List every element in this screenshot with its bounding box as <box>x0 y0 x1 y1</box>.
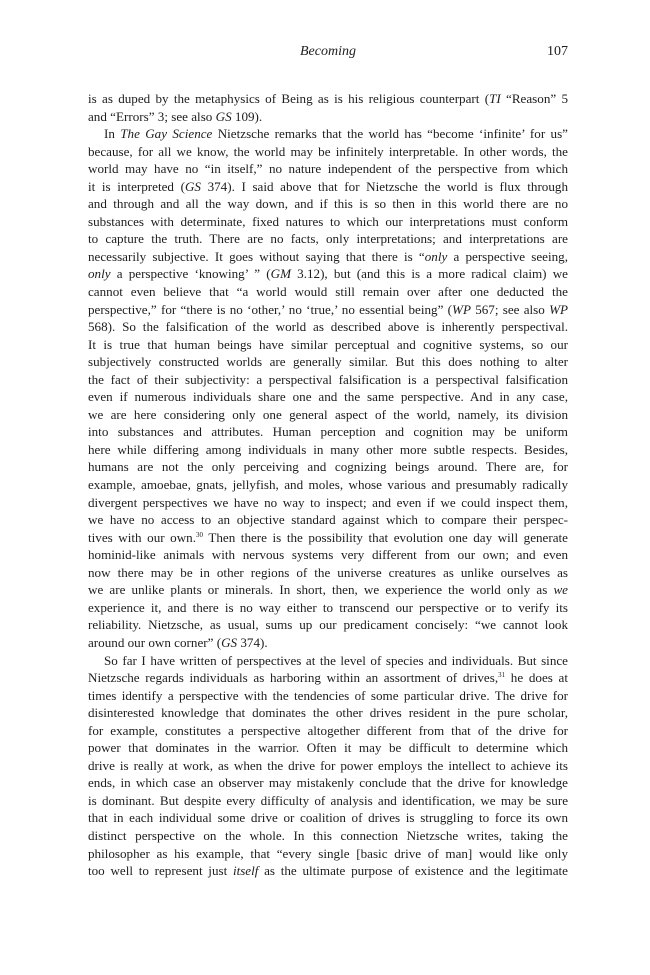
text-line: and “Errors” 3; see also GS 109). <box>88 108 263 124</box>
text-line: that in each individual some drive or coalition of drives is struggling to force its own <box>88 810 568 826</box>
text-line: here while differing among individuals in many other more subtle respects. Besides, <box>88 441 568 457</box>
body-text <box>88 90 568 880</box>
text-line: to capture the truth. There are no facts, only interpretations; and interpretations are <box>88 231 568 247</box>
text-line: it is interpreted (GS 374). I said above that for Nietzsche the world is flux through <box>88 178 568 194</box>
text-line: reliability. Nietzsche, as usual, sums up our predicament concisely: “we cannot look <box>88 617 568 633</box>
text-line: times identify a perspective with the tendencies of some particular drive. The drive for <box>88 687 568 703</box>
text-line: disinterested knowledge that dominates the other drives resident in the pure scholar, <box>88 705 568 721</box>
text-line: humans are not the only perceiving and cognizing beings around. There are, for <box>88 459 568 475</box>
text-line: we have no access to an objective standard against which to compare their perspec- <box>88 512 568 528</box>
page-number: 107 <box>547 44 568 59</box>
text-line: experience it, and there is no way either to transcend our perspective or to verify its <box>88 599 568 615</box>
running-head: Becoming <box>300 44 356 59</box>
text-line: cannot even believe that “a world would still remain over after one deducted the <box>88 284 568 300</box>
text-line: hominid-like animals with nervous systems very different from our own; and even <box>88 547 568 563</box>
text-line: divergent perspectives we have no way to inspect; and even if we could inspect them, <box>88 494 568 510</box>
text-line: drive is really at work, as when the drive for power employs the intellect to achieve its <box>88 757 568 773</box>
text-line: too well to represent just itself as the ultimate purpose of existence and the legitimate <box>88 863 568 879</box>
text-line: because, for all we know, the world may be infinitely interpretable. In other words, the <box>88 143 568 159</box>
paragraph <box>88 125 568 651</box>
text-line: ends, in which case an observer may mistakenly conclude that the drive for knowledge <box>88 775 568 791</box>
text-line: philosopher as his example, that “every single [basic drive of man] would like only <box>88 845 568 861</box>
text-line: and through and all the way down, and if this is so then in this world there are no <box>88 196 568 212</box>
text-line: subjectively constructed worlds are generally similar. But this does nothing to alter <box>88 354 568 370</box>
text-line: is as duped by the metaphysics of Being as is his religious counterpart (TI “Reason” 5 <box>88 91 569 106</box>
text-line: for example, constitutes a perspective altogether different from that of the drive for <box>88 722 568 738</box>
paragraph <box>88 90 568 125</box>
text-line: around our own corner” (GS 374). <box>88 634 268 650</box>
text-line: we are unlike plants or minerals. In short, then, we experience the world only as we <box>88 582 568 598</box>
text-line: necessarily subjective. It goes without saying that there is “only a perspective seeing, <box>88 248 568 264</box>
text-line: we are here considering only one general aspect of the world, namely, its division <box>88 406 568 422</box>
text-line: example, amoebae, gnats, jellyfish, and moles, whose various and presumably radically <box>88 477 568 493</box>
page-header <box>88 44 568 64</box>
text-line: distinct perspective on the whole. In this connection Nietzsche writes, taking the <box>88 827 568 843</box>
text-line: only a perspective ‘knowing’ ” (GM 3.12), but (and this is a more radical claim) we <box>88 266 568 282</box>
text-line: the fact of their subjectivity: a perspectival falsification is a perspectival falsification <box>88 371 568 387</box>
text-line: even if numerous individuals share one and the same perspective. And in any case, <box>88 389 568 405</box>
text-line: is dominant. But despite every difficulty of analysis and identification, we may be sure <box>88 792 568 808</box>
text-line: 568). So the falsification of the world as described above is inherently perspectival. <box>88 319 568 335</box>
text-line: into substances and attributes. Human perception and cognition may be uniform <box>88 424 568 440</box>
text-line: now there may be in other regions of the universe creatures as unlike ourselves as <box>88 564 568 580</box>
text-line: power that dominates in the warrior. Often it may be difficult to determine which <box>88 740 568 756</box>
text-line: tives with our own.$^{30}$ Then there is the possibility that evolution one day will generate <box>88 529 568 545</box>
text-line: substances with determinate, fixed natures to which our interpretations must conform <box>88 213 568 229</box>
text-line: So far I have written of perspectives at the level of species and individuals. But since <box>104 652 568 668</box>
text-line: perspective,” for “there is no ‘other,’ no ‘true,’ no essential being” (WP 567; see also WP <box>88 301 568 317</box>
text-line: In The Gay Science Nietzsche remarks that the world has “become ‘infinite’ for us” <box>104 126 568 142</box>
paragraph <box>88 652 568 880</box>
text-line: Nietzsche regards individuals as harboring within an assortment of drives,$^{31}$ he does at <box>88 670 568 686</box>
text-line: world may have no “in itself,” no nature independent of the perspective from which <box>88 161 568 177</box>
text-line: It is true that human beings have similar perceptual and cognitive systems, so our <box>88 336 568 352</box>
